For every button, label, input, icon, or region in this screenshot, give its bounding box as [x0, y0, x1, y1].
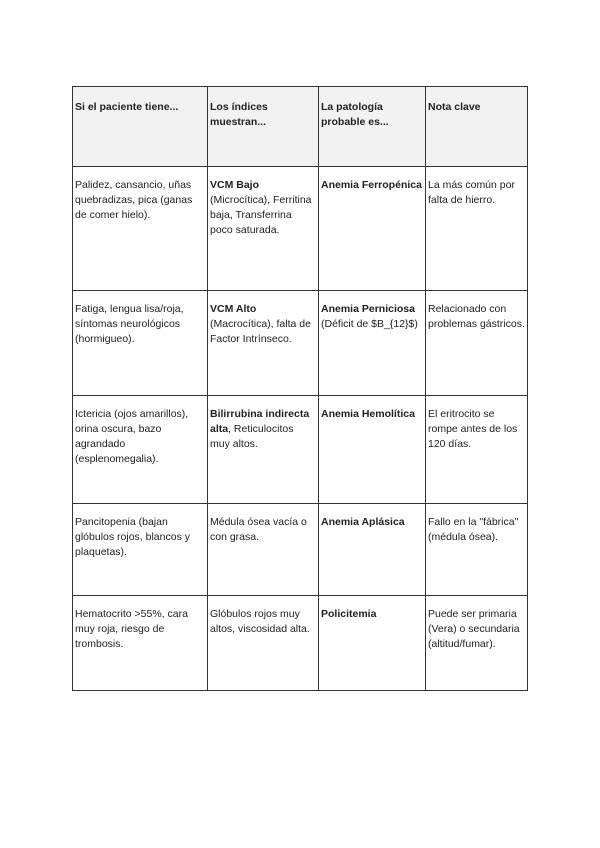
indices-text: Glóbulos rojos muy altos, viscosidad alta.	[210, 608, 310, 635]
table-row	[73, 596, 528, 691]
indices-bold: Bilirrubina indirecta alta	[210, 408, 310, 435]
cell-indices	[208, 291, 319, 396]
header-indices: Los índices muestran...	[208, 87, 319, 167]
cell-note: Fallo en la "fábrica" (médula ósea).	[426, 504, 528, 596]
pathology-bold: Policitemia	[321, 608, 377, 620]
indices-text: (Macrocítica), falta de Factor Intrínseco.	[210, 318, 311, 345]
cell-indices	[208, 596, 319, 691]
table-row	[73, 291, 528, 396]
table-header-row	[73, 87, 528, 167]
cell-indices	[208, 504, 319, 596]
table-row	[73, 504, 528, 596]
indices-text: (Microcítica), Ferritina baja, Transferrina poco saturada.	[210, 194, 312, 236]
header-symptoms: Si el paciente tiene...	[73, 87, 208, 167]
header-note: Nota clave	[426, 87, 528, 167]
pathology-bold: Anemia Perniciosa	[321, 303, 415, 315]
indices-bold: VCM Alto	[210, 303, 257, 315]
indices-text: , Reticulocitos muy altos.	[210, 423, 294, 450]
cell-symptoms: Hematocrito >55%, cara muy roja, riesgo de trombosis.	[73, 596, 208, 691]
cell-note: La más común por falta de hierro.	[426, 167, 528, 291]
cell-note: Puede ser primaria (Vera) o secundaria (altitud/fumar).	[426, 596, 528, 691]
cell-symptoms: Ictericia (ojos amarillos), orina oscura, bazo agrandado (esplenomegalia).	[73, 396, 208, 504]
pathology-bold: Anemia Hemolítica	[321, 408, 415, 420]
cell-pathology	[319, 504, 426, 596]
cell-pathology	[319, 596, 426, 691]
pathology-bold: Anemia Ferropénica	[321, 179, 422, 191]
cell-symptoms: Palidez, cansancio, uñas quebradizas, pica (ganas de comer hielo).	[73, 167, 208, 291]
cell-indices	[208, 396, 319, 504]
table-row	[73, 396, 528, 504]
diagnosis-table	[72, 86, 528, 691]
pathology-bold: Anemia Aplásica	[321, 516, 405, 528]
cell-note: El eritrocito se rompe antes de los 120 días.	[426, 396, 528, 504]
cell-pathology	[319, 291, 426, 396]
pathology-text: (Déficit de $B_{12}$)	[321, 318, 418, 330]
table-row	[73, 167, 528, 291]
cell-note: Relacionado con problemas gástricos.	[426, 291, 528, 396]
cell-pathology	[319, 167, 426, 291]
indices-text: Médula ósea vacía o con grasa.	[210, 516, 307, 543]
cell-symptoms: Fatiga, lengua lisa/roja, síntomas neurológicos (hormigueo).	[73, 291, 208, 396]
cell-pathology	[319, 396, 426, 504]
cell-symptoms: Pancitopenia (bajan glóbulos rojos, blancos y plaquetas).	[73, 504, 208, 596]
header-pathology: La patología probable es...	[319, 87, 426, 167]
indices-bold: VCM Bajo	[210, 179, 260, 191]
cell-indices	[208, 167, 319, 291]
